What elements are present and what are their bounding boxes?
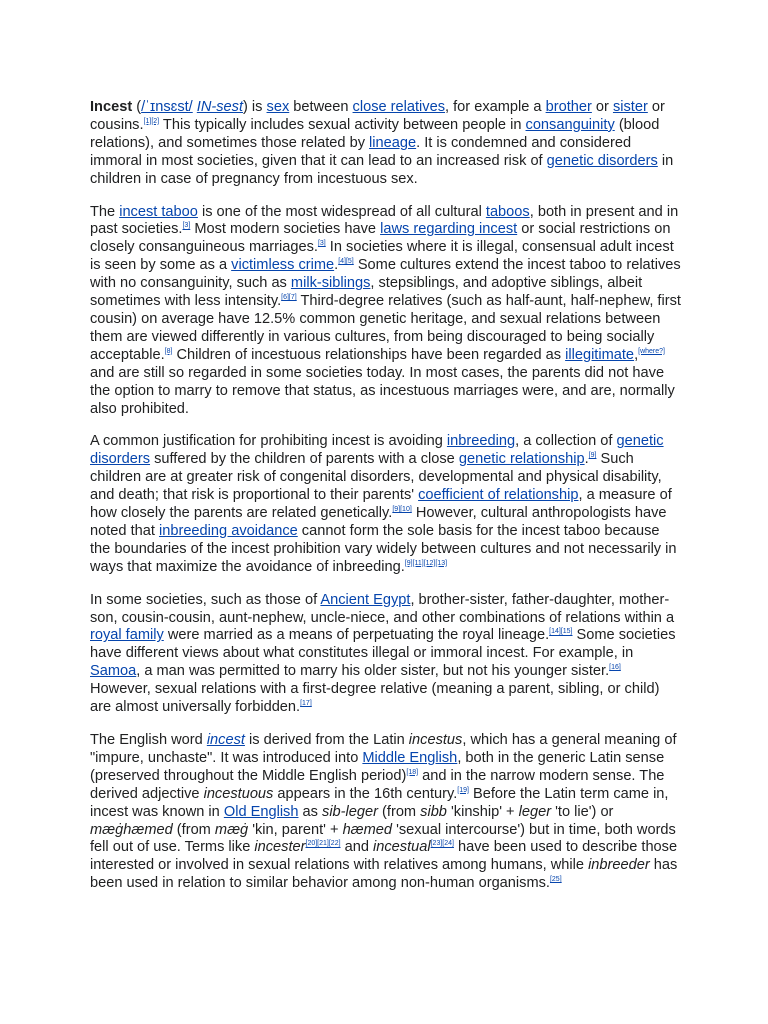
term-bold: Incest xyxy=(90,99,133,115)
link-genetic-disorders[interactable]: genetic disorders xyxy=(90,433,664,468)
term-inbreeder: inbreeder xyxy=(588,857,650,874)
citation-link[interactable]: [8] xyxy=(164,347,173,355)
link-inbreeding[interactable]: inbreeding xyxy=(446,433,516,450)
link-incest-wiktionary[interactable]: incest xyxy=(206,732,245,748)
citation-link[interactable]: [9][10] xyxy=(392,506,412,514)
link-old-english[interactable]: Old English xyxy=(223,803,299,820)
citation-link[interactable]: [25] xyxy=(549,876,562,884)
citation xyxy=(300,700,312,707)
citation xyxy=(338,258,354,265)
citation-link[interactable]: [23][24] xyxy=(430,840,454,848)
citation-link[interactable]: [9] xyxy=(588,452,597,460)
term-incestual: incestual xyxy=(373,839,431,856)
old-english-term: sibb xyxy=(420,803,447,820)
link-ancient-egypt[interactable]: Ancient Egypt xyxy=(320,591,411,608)
link-illegitimate[interactable]: illegitimate xyxy=(565,346,635,363)
link-samoa[interactable]: Samoa xyxy=(90,663,137,680)
citation-link[interactable]: [3] xyxy=(182,222,191,230)
citation xyxy=(392,506,411,513)
link-brother[interactable]: brother xyxy=(545,99,592,115)
old-english-term: leger xyxy=(518,803,552,820)
citation-needed-link[interactable]: [where?] xyxy=(638,347,665,355)
citation-link[interactable]: [19] xyxy=(457,786,469,794)
link-lineage[interactable]: lineage xyxy=(369,134,417,151)
respelling-link[interactable]: IN-sest xyxy=(196,99,244,115)
citation-link[interactable]: [17] xyxy=(300,700,312,708)
ipa-link[interactable]: /ˈɪnsɛst/ xyxy=(141,99,193,115)
citation xyxy=(306,841,341,848)
link-royal-family[interactable]: royal family xyxy=(90,627,164,644)
link-milk-siblings[interactable]: milk-siblings xyxy=(290,275,371,292)
citation xyxy=(549,629,572,636)
link-genetic-relationship[interactable]: genetic relationship xyxy=(458,451,585,468)
link-sister[interactable]: sister xyxy=(612,99,648,115)
citation xyxy=(431,841,454,848)
citation-link[interactable]: [6][7] xyxy=(281,294,297,302)
paragraph-etymology: The English word incest is derived from the Latin incestus, which has a general meaning of "impure, unchaste". It was introduced into Middle English, both in the generic Latin sense (preserved throughout the Middle English period)[18] and in the narrow modern sense. The derived adjective incestuous appears in the 16th century.[19] Before the Latin term came in, incest was known in Old English as sib-leger (from sibb 'kinship' + leger 'to lie') or mæġhæmed (from mæġ 'kin, parent' + hæmed 'sexual intercourse') but in time, both words fell out of use. Terms like incester[20][21][22] and incestual[23][24] have been used to describe those interested or involved in sexual relations with relatives among humans, while inbreeder has been used in relation to similar behavior among non-human organisms.[25] xyxy=(90,732,678,892)
citation xyxy=(144,118,160,125)
paragraph-taboo: The incest taboo is one of the most widespread of all cultural taboos, both in present and in past societies.[3] Most modern societies have laws regarding incest or social restrictions on closely consanguineous marriages.[3] In societies where it is illegal, consensual adult incest is seen by some as a victimless crime.[4][5] Some cultures extend the incest taboo to relatives with no consanguinity, such as milk-siblings, stepsiblings, and adoptive siblings, albeit sometimes with less intensity.[6][7] Third-degree relatives (such as half-aunt, half-nephew, first cousin) on average have 12.5% common genetic heritage, and sexual relations between them are viewed differently in various cultures, from being discouraged to being socially acceptable.[8] Children of incestuous relationships have been regarded as illegitimate,[where?] and are still so regarded in some societies today. In most cases, the parents did not have the option to marry to remove that status, as incestuous marriages were, and are, normally also prohibited. xyxy=(90,203,681,417)
paragraph-justification: A common justification for prohibiting incest is avoiding inbreeding, a collection of genetic disorders suffered by the children of parents with a close genetic relationship.[9] Such children are at greater risk of congenital disorders, developmental and physical disability, and death; that risk is proportional to their parents' coefficient of relationship, a measure of how closely the parents are related genetically.[9][10] However, cultural anthropologists have noted that inbreeding avoidance cannot form the sole basis for the incest taboo because the boundaries of the incest prohibition vary widely between cultures and not necessarily in ways that maximize the avoidance of inbreeding.[9][11][12][13] xyxy=(90,433,677,575)
citation-link[interactable]: [18] xyxy=(406,768,419,776)
link-incest-taboo[interactable]: incest taboo xyxy=(119,203,198,220)
link-coefficient-of-relationship[interactable]: coefficient of relationship xyxy=(418,487,579,504)
citation xyxy=(405,560,447,567)
link-taboos[interactable]: taboos xyxy=(485,203,530,220)
link-victimless-crime[interactable]: victimless crime xyxy=(231,257,335,274)
citation-link[interactable]: [1][2] xyxy=(143,118,160,126)
link-close-relatives[interactable]: close relatives xyxy=(352,99,446,115)
citation-link[interactable]: [16] xyxy=(609,664,621,672)
link-consanguinity[interactable]: consanguinity xyxy=(525,116,615,133)
paragraph-intro: Incest (/ˈɪnsɛst/ IN-sest) is sex between close relatives, for example a brother or sister or cousins.[1][2] This typically includes sexual activity between people in consanguinity (blood relations), and sometimes those related by lineage. It is condemned and considered immoral in most societies, given that it can lead to an increased risk of genetic disorders in children in case of pregnancy from incestuous sex. xyxy=(90,99,674,187)
old-english-term: sib-leger xyxy=(322,803,378,820)
citation xyxy=(609,664,621,671)
citation-link[interactable]: [20][21][22] xyxy=(305,840,341,848)
old-english-term: hæmed xyxy=(342,821,393,838)
link-genetic-disorders[interactable]: genetic disorders xyxy=(546,152,658,169)
link-laws-regarding-incest[interactable]: laws regarding incest xyxy=(380,221,518,238)
citation-link[interactable]: [9][11][12][13] xyxy=(404,559,448,567)
citation xyxy=(406,769,418,776)
citation xyxy=(550,876,562,883)
paragraph-societies: In some societies, such as those of Ancient Egypt, brother-sister, father-daughter, mother-son, cousin-cousin, aunt-nephew, uncle-niece, and other combinations of relations within a royal family were married as a means of perpetuating the royal lineage.[14][15] Some societies have different views about what constitutes illegal or immoral incest. For example, in Samoa, a man was permitted to marry his older sister, but not his younger sister.[16] However, sexual relations with a first-degree relative (meaning a parent, sibling, or child) are almost universally forbidden.[17] xyxy=(90,591,676,716)
link-middle-english[interactable]: Middle English xyxy=(362,749,458,766)
latin-term: incestus xyxy=(408,732,463,748)
citation-link[interactable]: [3] xyxy=(317,240,326,248)
link-sex[interactable]: sex xyxy=(266,99,290,115)
link-inbreeding-avoidance[interactable]: inbreeding avoidance xyxy=(158,522,298,539)
old-english-term: mæġ xyxy=(214,821,249,838)
article-body xyxy=(90,99,682,908)
citation-needed xyxy=(638,348,665,355)
citation xyxy=(457,787,469,794)
citation-link[interactable]: [14][15] xyxy=(549,628,573,636)
citation xyxy=(281,294,297,301)
citation-link[interactable]: [4][5] xyxy=(338,258,354,266)
old-english-term: mæġhæmed xyxy=(90,821,173,838)
citation xyxy=(318,240,326,247)
term-incester: incester xyxy=(254,839,306,856)
adjective-term: incestuous xyxy=(203,785,274,802)
